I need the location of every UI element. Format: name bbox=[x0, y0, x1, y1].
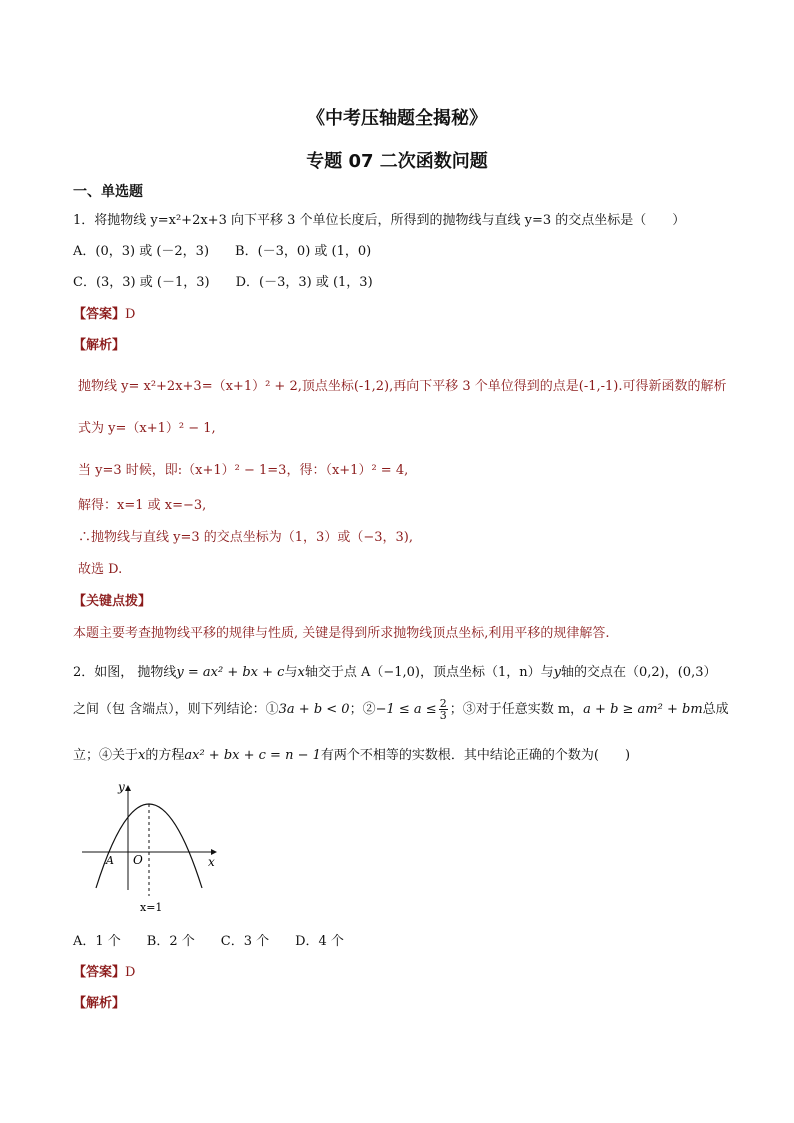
q1-answer-label: 【答案】 bbox=[73, 307, 126, 322]
q2-answer-label: 【答案】 bbox=[73, 965, 126, 980]
q2-line1-text-c: 轴交于点 A（−1,0)，顶点坐标（1，n）与 bbox=[304, 665, 554, 680]
q2-line1-x: x bbox=[297, 665, 305, 680]
q2-line2-text-b: ；② bbox=[349, 702, 376, 717]
q2-line3-text-a: 立；④关于 bbox=[73, 748, 139, 763]
q1-solution-line-4: 解得：x=1 或 x=−3, bbox=[78, 498, 207, 513]
q2-fraction-numerator: 2 bbox=[439, 697, 447, 710]
q2-line1-text-d: 轴的交点在（0,2)，(0,3） bbox=[560, 665, 717, 680]
q2-line1-text-b: 与 bbox=[284, 665, 298, 680]
q1-solution-line-5: ∴抛物线与直线 y=3 的交点坐标为（1，3）或（−3，3), bbox=[78, 530, 413, 545]
q2-conclusion-2: −1 ≤ a ≤ bbox=[375, 702, 437, 717]
q1-solution-line-2: 式为 y=（x+1）² − 1, bbox=[78, 421, 216, 436]
q1-solution-line-3: 当 y=3 时候，即:（x+1）² − 1=3，得：（x+1）² = 4, bbox=[78, 463, 409, 478]
q2-conclusion-4: ax² + bx + c = n − 1 bbox=[184, 748, 321, 763]
q2-conclusion-3: a + b ≥ am² + bm bbox=[583, 702, 703, 717]
q2-fraction-denominator: 3 bbox=[439, 709, 447, 722]
q2-line2-text-a: 之间（包 含端点），则下列结论：① bbox=[73, 702, 279, 717]
q2-conclusion-1: 3a + b < 0 bbox=[278, 702, 350, 717]
q2-parabola-equation: y = ax² + bx + c bbox=[176, 665, 285, 680]
q1-analysis-label: 【解析】 bbox=[73, 338, 126, 353]
q2-line3-x: x bbox=[138, 748, 146, 763]
q2-line-2 bbox=[73, 698, 729, 721]
q2-options: A．1 个 B．2 个 C．3 个 D．4 个 bbox=[73, 934, 344, 949]
q2-line1-y: y bbox=[553, 665, 561, 680]
section-heading: 一、单选题 bbox=[73, 184, 143, 200]
q2-line2-text-c: ；③对于任意实数 m， bbox=[449, 702, 584, 717]
symmetry-axis-label: x=1 bbox=[140, 901, 163, 914]
q1-options-cd: C．(3，3) 或 (－1，3) D．(－3，3) 或 (1，3) bbox=[73, 275, 373, 290]
q2-line2-text-d: 总成 bbox=[702, 702, 729, 717]
q1-solution-line-6: 故选 D. bbox=[78, 562, 123, 577]
q1-key-text: 本题主要考查抛物线平移的规律与性质, 关键是得到所求抛物线顶点坐标,利用平移的规律解答. bbox=[73, 626, 610, 641]
x-axis-label: x bbox=[208, 855, 215, 869]
q1-key-label: 【关键点拨】 bbox=[73, 594, 152, 609]
q2-line3-text-b: 的方程 bbox=[145, 748, 185, 763]
y-axis-label: y bbox=[118, 780, 125, 794]
q1-options-ab: A．(0，3) 或 (－2，3) B．(－3，0) 或 (1，0) bbox=[73, 244, 372, 259]
q2-fraction bbox=[439, 698, 448, 721]
book-title: 《中考压轴题全揭秘》 bbox=[307, 108, 487, 129]
q2-line1-text-a: 2．如图， 抛物线 bbox=[73, 665, 177, 680]
q2-analysis-label: 【解析】 bbox=[73, 996, 126, 1011]
q2-line-3 bbox=[73, 744, 630, 763]
origin-label: O bbox=[133, 853, 143, 867]
q2-line3-text-c: 有两个不相等的实数根．其中结论正确的个数为( ) bbox=[320, 748, 631, 763]
q2-line-1 bbox=[73, 661, 716, 680]
q1-solution-line-1: 抛物线 y= x²+2x+3=（x+1）² + 2,顶点坐标(-1,2),再向下平移 3 个单位得到的点是(-1,-1).可得新函数的解析 bbox=[78, 379, 727, 394]
topic-title: 专题 07 二次函数问题 bbox=[306, 151, 488, 172]
q1-answer-value: D bbox=[125, 307, 136, 322]
q2-answer bbox=[73, 961, 135, 980]
point-a-label: A bbox=[106, 854, 114, 867]
parabola-figure bbox=[78, 778, 228, 918]
q2-answer-value: D bbox=[125, 965, 136, 980]
q1-stem: 1．将抛物线 y=x²+2x+3 向下平移 3 个单位长度后，所得到的抛物线与直线 y=3 的交点坐标是（ ） bbox=[73, 213, 686, 228]
q1-answer bbox=[73, 303, 135, 322]
